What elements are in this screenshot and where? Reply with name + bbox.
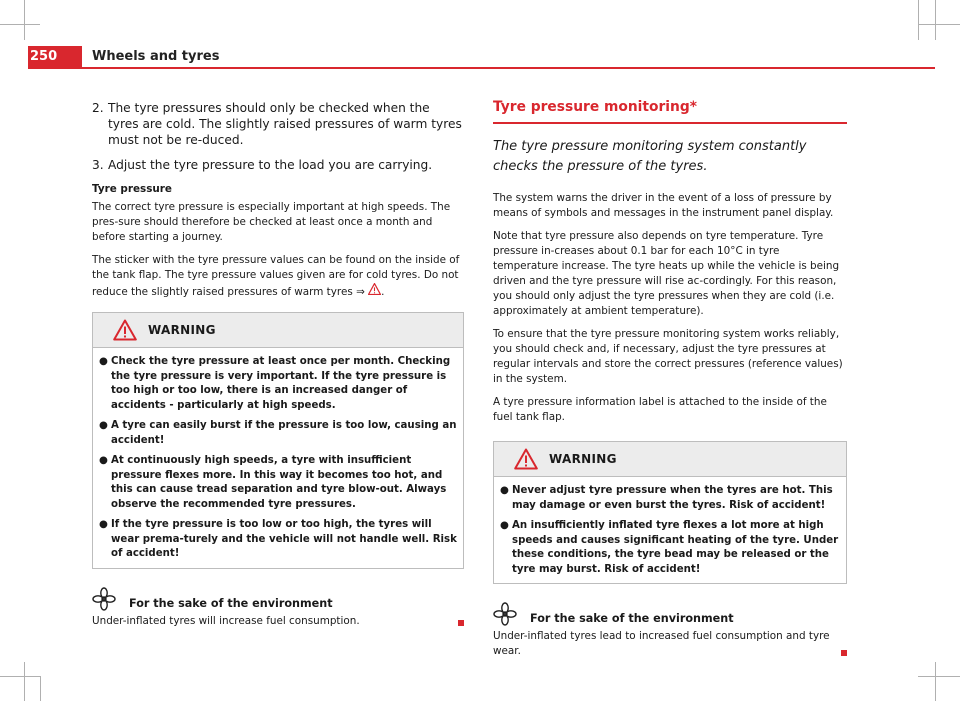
reference-tail: .	[381, 286, 385, 298]
step-item	[92, 157, 464, 173]
warning-bullet	[99, 419, 457, 448]
bullet-dot: ●	[99, 356, 108, 367]
section-end-marker	[458, 620, 464, 626]
warning-triangle-icon	[113, 319, 137, 341]
bullet-dot: ●	[99, 455, 108, 466]
paragraph: The system warns the driver in the event of a loss of pressure by means of symbols and messages in the instrument panel display.	[493, 192, 834, 219]
page-number: 250	[28, 46, 82, 68]
crop-mark	[935, 0, 936, 40]
warning-bullet	[99, 454, 457, 512]
warning-bullet	[99, 355, 457, 413]
bullet-text: If the tyre pressure is too low or too high, the tyres will wear prema-turely and the vehicle will not handle well. Risk of accident!	[111, 519, 457, 559]
warning-body	[93, 348, 463, 568]
warning-title: WARNING	[549, 451, 617, 466]
bullet-text: Never adjust tyre pressure when the tyres are hot. This may damage or even burst the tyres. Risk of accident!	[512, 485, 833, 511]
warning-triangle-icon	[514, 448, 538, 470]
step-item	[92, 100, 464, 148]
paragraph: A tyre pressure information label is attached to the inside of the fuel tank flap.	[493, 396, 827, 423]
environment-text-block	[493, 629, 847, 659]
environment-text: Under-inflated tyres lead to increased fuel consumption and tyre wear.	[493, 630, 830, 657]
header-rule	[28, 67, 935, 69]
warning-title: WARNING	[148, 322, 216, 337]
warning-bullet	[500, 519, 840, 577]
warning-bullet	[99, 518, 457, 562]
step-text: The tyre pressures should only be checked when the tyres are cold. The slightly raised pressures of warm tyres must not be re-duced.	[108, 101, 462, 147]
crop-mark	[24, 662, 25, 701]
bullet-dot: ●	[99, 420, 108, 431]
warning-box	[92, 312, 464, 569]
crop-mark	[0, 676, 40, 677]
crop-mark	[935, 662, 936, 701]
page-header-title: Wheels and tyres	[92, 49, 220, 64]
bullet-dot: ●	[99, 519, 108, 530]
crop-mark	[0, 24, 40, 25]
paragraph	[92, 253, 464, 300]
environment-title: For the sake of the environment	[129, 596, 333, 610]
paragraph: The correct tyre pressure is especially important at high speeds. The pres-sure should therefore be checked at least once a month and before starting a journey.	[92, 201, 451, 243]
bullet-dot: ●	[500, 485, 509, 496]
reference-warning-icon[interactable]	[368, 286, 381, 298]
crop-mark	[918, 24, 960, 25]
warning-bullet	[500, 484, 840, 513]
step-number: 3.	[92, 158, 104, 172]
subheading-tyre-pressure: Tyre pressure	[92, 183, 172, 195]
warning-header	[93, 313, 463, 348]
paragraph-text: The sticker with the tyre pressure values can be found on the inside of the tank flap. The tyre pressure values given are for cold tyres. Do not reduce the slightly raised pressures of warm tyres	[92, 254, 460, 298]
section-lead: The tyre pressure monitoring system constantly checks the pressure of the tyres.	[493, 139, 807, 174]
bullet-text: At continuously high speeds, a tyre with insufficient pressure flexes more. In this way it becomes too hot, and this can cause tread separation and tyre blow-out. Always observe the recommended tyre pressures.	[111, 455, 447, 510]
environment-heading	[493, 602, 847, 626]
bullet-text: A tyre can easily burst if the pressure is too low, causing an accident!	[111, 420, 457, 446]
environment-heading	[92, 587, 464, 611]
warning-header	[494, 442, 846, 477]
environment-title: For the sake of the environment	[530, 612, 734, 625]
right-column	[493, 100, 847, 659]
crop-mark	[918, 676, 960, 677]
step-text: Adjust the tyre pressure to the load you are carrying.	[108, 158, 433, 172]
warning-body	[494, 477, 846, 583]
environment-text-block	[92, 614, 464, 629]
reference-arrow: ⇒	[356, 286, 365, 298]
paragraph: To ensure that the tyre pressure monitoring system works reliably, you should check and, if necessary, adjust the tyre pressures at regular intervals and store the correct pressures (reference values) in the system.	[493, 328, 843, 385]
bullet-text: An insufficiently inflated tyre flexes a lot more at high speeds and causes significant heating of the tyre. Under these conditions, the tyre bead may be released or the tyre may burst. Risk of accident!	[512, 520, 839, 575]
section-title: Tyre pressure monitoring*	[493, 100, 847, 124]
warning-box	[493, 441, 847, 584]
section-end-marker	[841, 650, 847, 656]
bullet-text: Check the tyre pressure at least once per month. Checking the tyre pressure is very important. If the tyre pressure is too high or too low, there is an increased danger of accidents - particularly at high speeds.	[111, 356, 451, 411]
step-number: 2.	[92, 101, 104, 115]
crop-mark	[918, 0, 919, 40]
left-column	[92, 100, 464, 629]
paragraph: Note that tyre pressure also depends on tyre temperature. Tyre pressure in-creases about 0.1 bar for each 10°C in tyre temperature increase. The tyre heats up while the vehicle is being driven and the tyre pressure will rise ac-cordingly. For this reason, you should only adjust the tyre pressures when they are cold (i.e. approximately at ambient temperature).	[493, 230, 840, 317]
environment-text: Under-inflated tyres will increase fuel consumption.	[92, 614, 360, 627]
crop-mark	[24, 0, 25, 40]
bullet-dot: ●	[500, 520, 509, 531]
crop-mark	[40, 676, 41, 701]
flower-environment-icon	[493, 602, 517, 626]
flower-environment-icon	[92, 587, 116, 611]
